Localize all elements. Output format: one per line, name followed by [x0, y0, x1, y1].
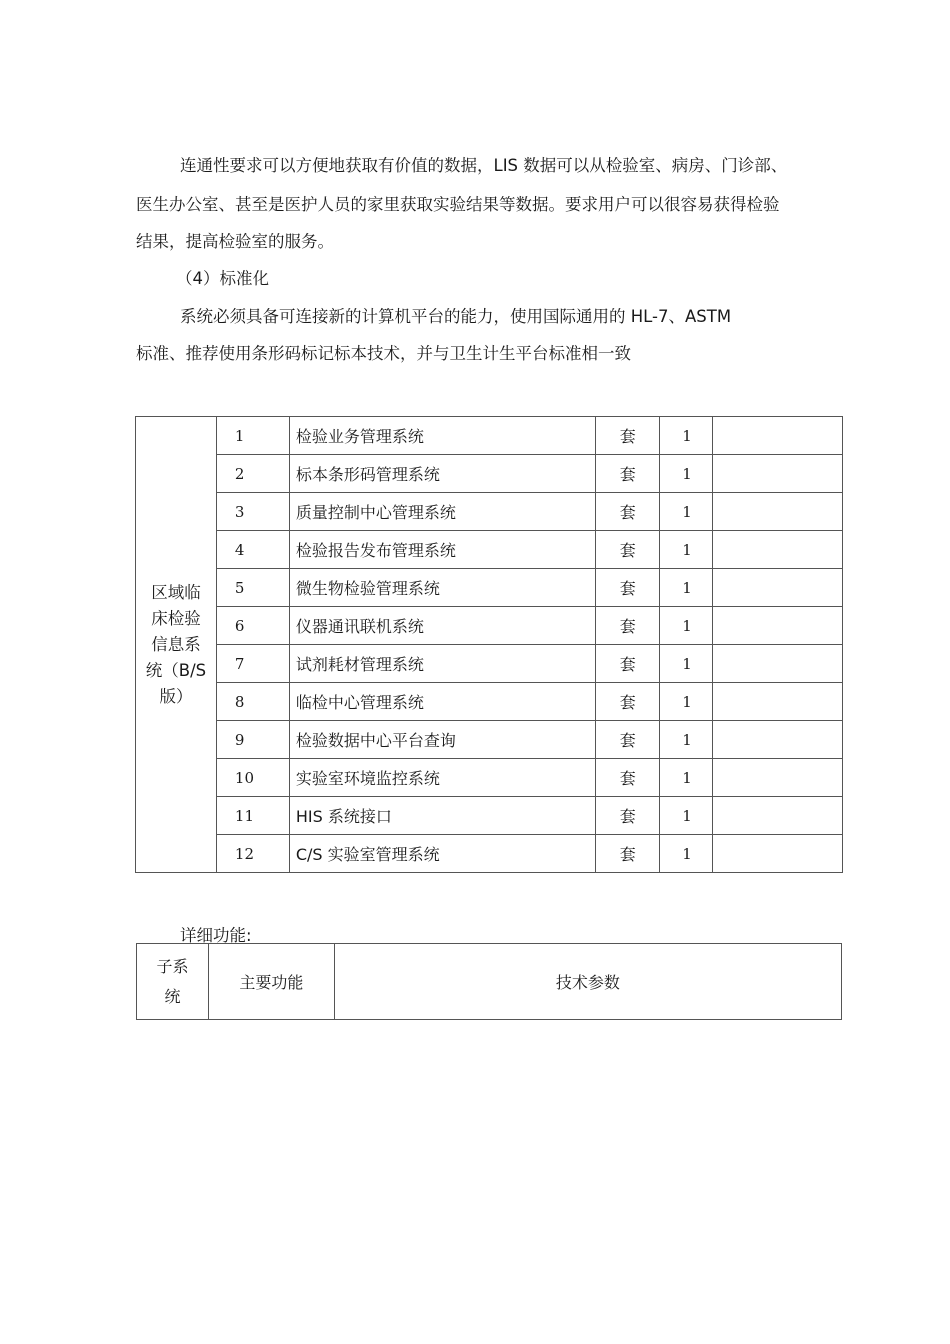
- remark-cell: [713, 607, 843, 645]
- items-table: [135, 416, 843, 873]
- row-number: 8: [216, 683, 289, 721]
- system-name: 实验室环境监控系统: [289, 759, 595, 797]
- quantity: 1: [660, 645, 713, 683]
- table-row: [136, 455, 843, 493]
- row-number: 12: [216, 835, 289, 873]
- header-main-function: 主要功能: [208, 944, 334, 1020]
- group-label-line: 版）: [159, 686, 193, 706]
- section-heading: （4）标准化: [176, 269, 269, 288]
- row-number: 3: [216, 493, 289, 531]
- system-name: HIS 系统接口: [289, 797, 595, 835]
- row-number: 6: [216, 607, 289, 645]
- paragraph1-line2: 医生办公室、甚至是医护人员的家里获取实验结果等数据。要求用户可以很容易获得检验: [136, 195, 780, 214]
- row-number: 11: [216, 797, 289, 835]
- table-row: [136, 645, 843, 683]
- unit: 套: [596, 493, 660, 531]
- remark-cell: [713, 493, 843, 531]
- group-label-line: 床检验: [151, 608, 201, 628]
- paragraph2-line2: 标准、推荐使用条形码标记标本技术，并与卫生计生平台标准相一致: [136, 344, 631, 363]
- unit: 套: [596, 417, 660, 455]
- remark-cell: [713, 417, 843, 455]
- unit: 套: [596, 569, 660, 607]
- system-name: 质量控制中心管理系统: [289, 493, 595, 531]
- quantity: 1: [660, 607, 713, 645]
- unit: 套: [596, 607, 660, 645]
- unit: 套: [596, 531, 660, 569]
- remark-cell: [713, 835, 843, 873]
- row-number: 2: [216, 455, 289, 493]
- quantity: 1: [660, 759, 713, 797]
- quantity: 1: [660, 683, 713, 721]
- unit: 套: [596, 455, 660, 493]
- group-label-line: 区域临: [151, 582, 201, 602]
- system-name: 检验业务管理系统: [289, 417, 595, 455]
- table-row: [136, 759, 843, 797]
- quantity: 1: [660, 569, 713, 607]
- remark-cell: [713, 455, 843, 493]
- table-header-row: [137, 944, 842, 1020]
- group-label-cell: [136, 417, 217, 873]
- quantity: 1: [660, 835, 713, 873]
- detail-table: [136, 943, 842, 1020]
- table-row: [136, 569, 843, 607]
- system-name: C/S 实验室管理系统: [289, 835, 595, 873]
- remark-cell: [713, 721, 843, 759]
- unit: 套: [596, 835, 660, 873]
- table-row: [136, 721, 843, 759]
- quantity: 1: [660, 721, 713, 759]
- quantity: 1: [660, 531, 713, 569]
- remark-cell: [713, 797, 843, 835]
- remark-cell: [713, 569, 843, 607]
- table-row: [136, 835, 843, 873]
- system-name: 检验数据中心平台查询: [289, 721, 595, 759]
- table-row: [136, 531, 843, 569]
- unit: 套: [596, 797, 660, 835]
- paragraph2-line1: 系统必须具备可连接新的计算机平台的能力，使用国际通用的 HL-7、ASTM: [180, 307, 732, 326]
- row-number: 5: [216, 569, 289, 607]
- remark-cell: [713, 645, 843, 683]
- quantity: 1: [660, 797, 713, 835]
- table-row: [136, 797, 843, 835]
- header-subsystem-line1: 子系: [156, 956, 189, 976]
- remark-cell: [713, 531, 843, 569]
- row-number: 1: [216, 417, 289, 455]
- system-name: 试剂耗材管理系统: [289, 645, 595, 683]
- group-label-line: 信息系: [151, 634, 201, 654]
- unit: 套: [596, 683, 660, 721]
- system-name: 检验报告发布管理系统: [289, 531, 595, 569]
- system-name: 仪器通讯联机系统: [289, 607, 595, 645]
- table-row: [136, 683, 843, 721]
- row-number: 4: [216, 531, 289, 569]
- table-row: [136, 493, 843, 531]
- header-subsystem: [137, 944, 209, 1020]
- paragraph1-line3: 结果，提高检验室的服务。: [136, 232, 334, 251]
- remark-cell: [713, 759, 843, 797]
- row-number: 9: [216, 721, 289, 759]
- remark-cell: [713, 683, 843, 721]
- detail-label: 详细功能:: [180, 926, 252, 945]
- row-number: 10: [216, 759, 289, 797]
- header-subsystem-line2: 统: [164, 986, 181, 1006]
- quantity: 1: [660, 493, 713, 531]
- unit: 套: [596, 759, 660, 797]
- system-name: 微生物检验管理系统: [289, 569, 595, 607]
- unit: 套: [596, 721, 660, 759]
- table-row: [136, 607, 843, 645]
- table-row: [136, 417, 843, 455]
- row-number: 7: [216, 645, 289, 683]
- unit: 套: [596, 645, 660, 683]
- quantity: 1: [660, 417, 713, 455]
- quantity: 1: [660, 455, 713, 493]
- paragraph1-line1: 连通性要求可以方便地获取有价值的数据，LIS 数据可以从检验室、病房、门诊部、: [180, 156, 788, 175]
- system-name: 临检中心管理系统: [289, 683, 595, 721]
- group-label-line: 统（B/S: [145, 660, 207, 680]
- header-tech-params: 技术参数: [334, 944, 841, 1020]
- system-name: 标本条形码管理系统: [289, 455, 595, 493]
